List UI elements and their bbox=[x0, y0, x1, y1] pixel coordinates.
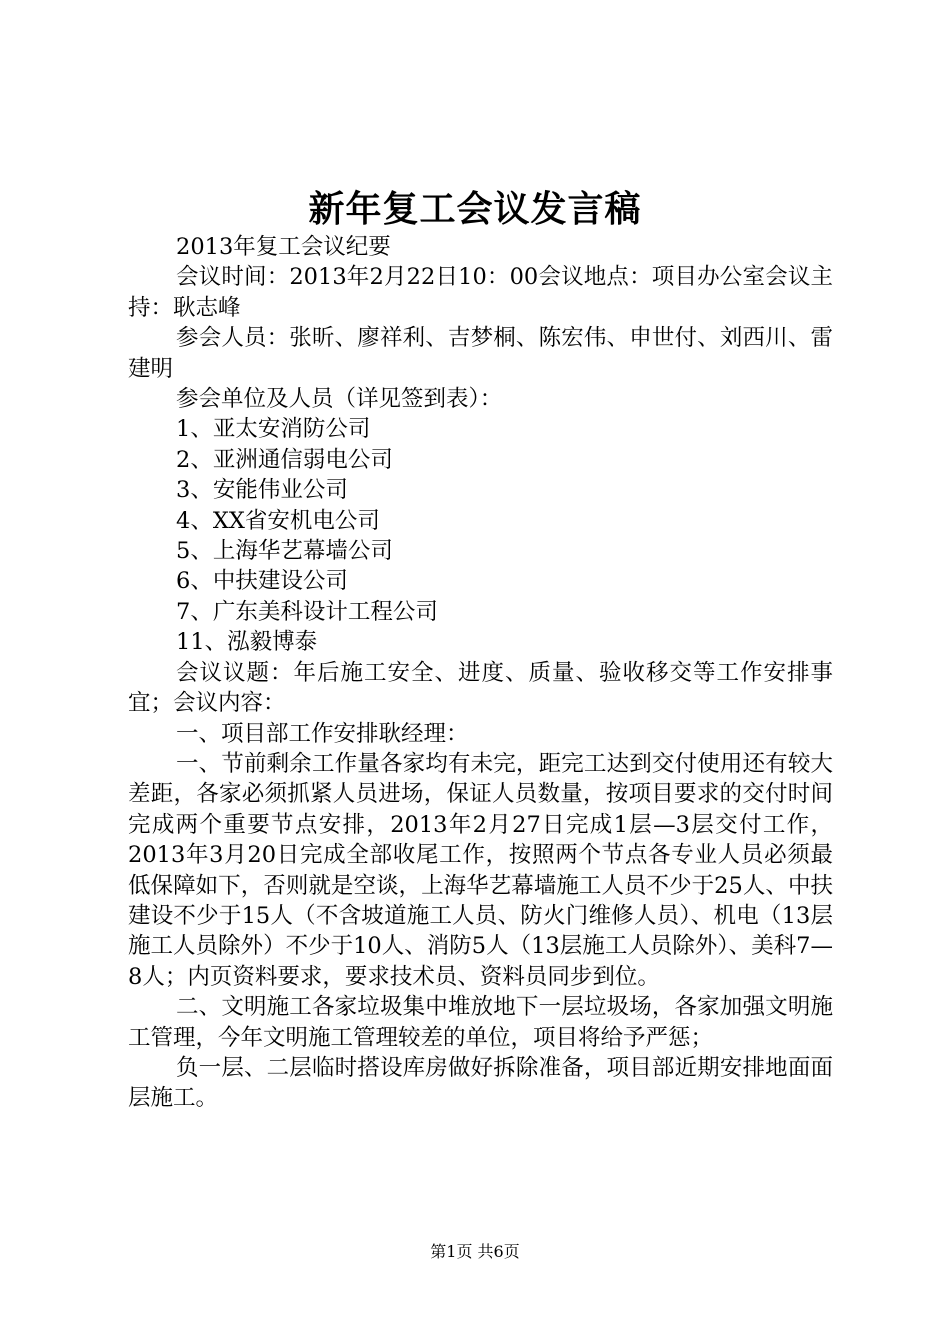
paragraph: 一、项目部工作安排耿经理： bbox=[176, 720, 469, 747]
paragraph: 5、上海华艺幕墙公司 bbox=[176, 538, 393, 565]
paragraph: 参会单位及人员（详见签到表）： bbox=[176, 386, 503, 413]
paragraph: 参会人员：张昕、廖祥利、吉梦桐、陈宏伟、申世付、刘西川、雷建明 bbox=[128, 325, 833, 382]
paragraph: 7、广东美科设计工程公司 bbox=[176, 598, 438, 625]
paragraph: 3、安能伟业公司 bbox=[176, 477, 348, 504]
paragraph: 4、XX省安机电公司 bbox=[176, 507, 380, 534]
paragraph: 6、中扶建设公司 bbox=[176, 568, 348, 595]
page-footer: 第1页 共6页 bbox=[430, 1242, 520, 1261]
paragraph: 会议时间：2013年2月22日10：00会议地点：项目办公室会议主持：耿志峰 bbox=[128, 264, 833, 321]
document-title: 新年复工会议发言稿 bbox=[308, 188, 642, 230]
paragraph: 2、亚洲通信弱电公司 bbox=[176, 446, 393, 473]
document-body bbox=[128, 232, 833, 1114]
paragraph: 11、泓毅博泰 bbox=[176, 629, 318, 656]
paragraph: 一、节前剩余工作量各家均有未完，距完工达到交付使用还有较大差距，各家必须抓紧人员进场，保证人员数量，按项目要求的交付时间完成两个重要节点安排，2013年2月27日完成1层—3层交付工作，2013年3月20日完成全部收尾工作，按照两个节点各专业人员必须最低保障如下，否则就是空谈，上海华艺幕墙施工人员不少于25人、中扶建设不少于15人（不含坡道施工人员、防火门维修人员）、机电（13层施工人员除外）不少于10人、消防5人（13层施工人员除外）、美科7—8人；内页资料要求，要求技术员、资料员同步到位。 bbox=[128, 750, 833, 990]
paragraph: 2013年复工会议纪要 bbox=[176, 234, 391, 260]
paragraph: 负一层、二层临时搭设库房做好拆除准备，项目部近期安排地面面层施工。 bbox=[128, 1054, 833, 1112]
paragraph: 二、文明施工各家垃圾集中堆放地下一层垃圾场，各家加强文明施工管理，今年文明施工管理较差的单位，项目将给予严惩； bbox=[128, 994, 833, 1051]
paragraph: 1、亚太安消防公司 bbox=[176, 416, 371, 443]
paragraph: 会议议题：年后施工安全、进度、质量、验收移交等工作安排事宜；会议内容： bbox=[128, 659, 833, 717]
